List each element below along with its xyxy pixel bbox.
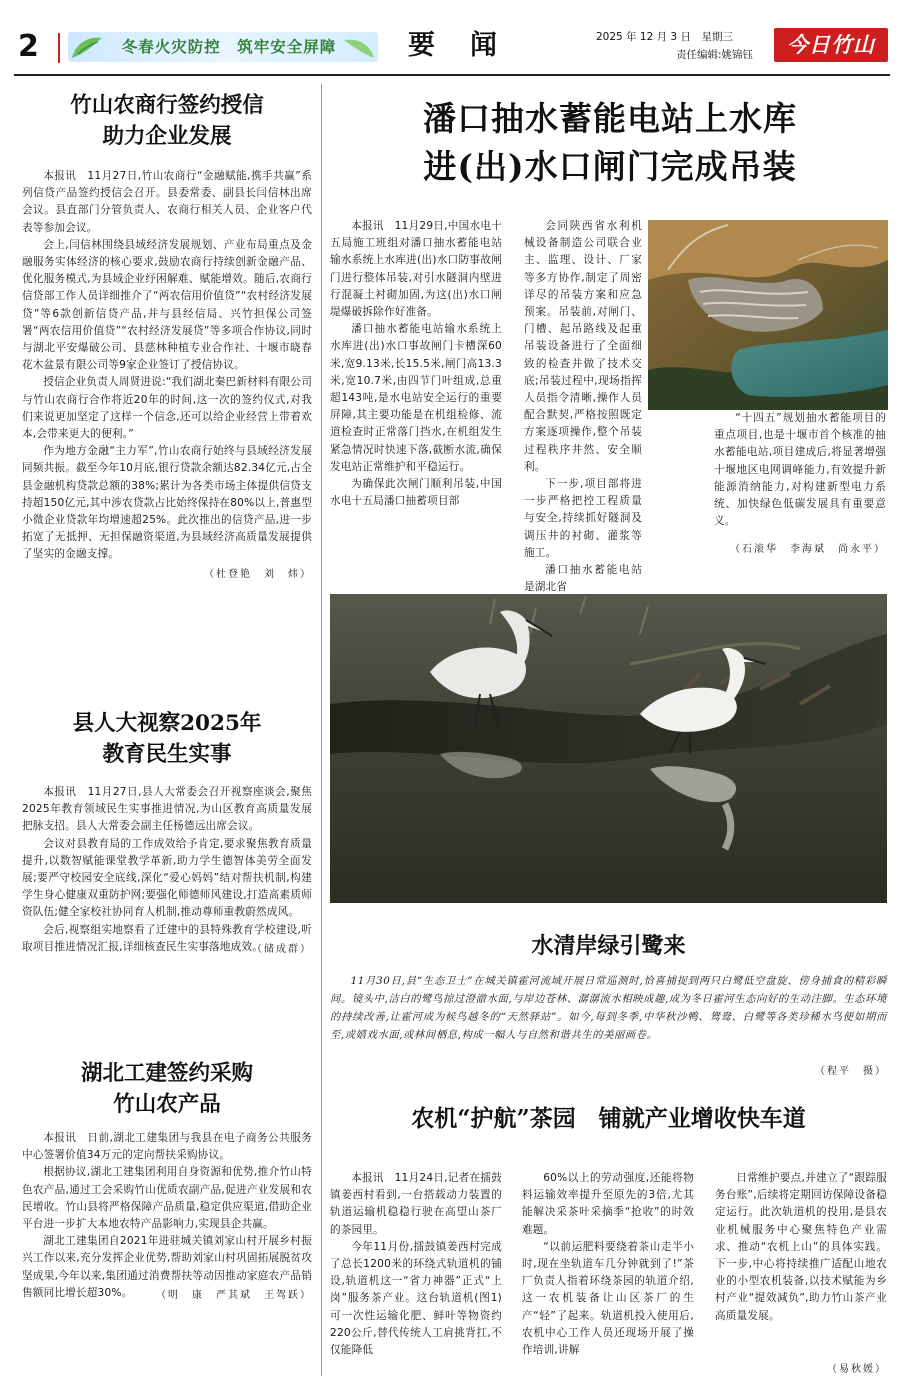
byline: （杜登艳 刘 炜）	[204, 568, 312, 580]
paragraph: 根据协议,湖北工建集团利用自身资源和优势,推介竹山特色农产品,通过工会采购竹山优质农副产品,促进产业发展和农民增收。竹山县将严格保障产品质量,稳定供应渠道,借助企业平台进一步扩大本地农特产品影响力,实现县企共赢。	[22, 1166, 312, 1231]
photo-credit: （程平 摄）	[815, 1066, 887, 1077]
paragraph: 为确保此次闸门顺利吊装,中国水电十五局潘口抽蓄项目部	[330, 478, 502, 508]
paragraph: 本报讯 11月24日,记者在擂鼓镇姜西村看到,一台搭载动力装置的轨道运输机稳稳行驶在高望山茶厂的茶园里。	[330, 1172, 502, 1236]
paragraph: 会议对县教育局的工作成效给予肯定,要求聚焦教育质量提升,以数智赋能课堂教学革新,助力学生德智体美劳全面发展;要严守校园安全底线,深化“爱心妈妈”结对帮扶机制,构建学生身心健康双重防护网;要强化师德师风建设,打造高素质师资队伍;健全家校社协同育人机制,推动尊师重教蔚然成风。	[22, 837, 312, 919]
slogan-text: 冬春火灾防控 筑牢安全屏障	[121, 37, 337, 56]
masthead-rule	[14, 74, 890, 76]
lead-column-2	[524, 218, 642, 596]
article-npc-inspection	[22, 708, 312, 955]
column-divider	[321, 84, 322, 1376]
headline-line-2: 教育民生实事	[102, 742, 232, 767]
slogan-banner	[68, 32, 378, 62]
headline-line-1: 湖北工建签约采购	[80, 1061, 253, 1086]
page-number-divider	[58, 33, 60, 63]
paragraph: 作为地方金融“主力军”,竹山农商行始终与县域经济发展同频共振。截至今年10月底,银行贷款余额达82.34亿元,占全县金融机构贷款总额的38%;累计为各类市场主体提供信贷支持超150亿元,其中涉农贷款占比始终保持在80%以上,普惠型小微企业贷款年均增速超25%。此次推出的信贷产品,进一步拓宽了无抵押、无担保融资渠道,为县域经济高质量发展提供了坚实的金融支撑。	[22, 445, 312, 561]
page-number: 2	[18, 29, 39, 64]
paragraph: 日常维护要点,并建立了“跟踪服务台账”,后续将定期回访保障设备稳定运行。此次轨道机的投用,是县农业机械服务中心聚焦特色产业需求、推动“农机上山”的具体实践。下一步,中心将持续推广适配山地农业的小型农机装备,以技术赋能为乡村产业“提效减负”,助力竹山茶产业高质量发展。	[715, 1172, 887, 1322]
paragraph: 本报讯 11月29日,中国水电十五局施工班组对潘口抽水蓄能电站输水系统上水库进(出)水口防事故闸门进行整体吊装,对引水隧洞内壁进行混凝土衬砌加固,为这(出)水口闸堤爆破拆除作好准备。	[330, 220, 502, 319]
headline-line-1: 竹山农商行签约授信	[70, 93, 264, 118]
photo-story-headline: 水清岸绿引鹭来	[531, 933, 686, 959]
headline-line-2: 竹山农产品	[113, 1092, 221, 1117]
date-line: 2025 年 12 月 3 日 星期三	[596, 31, 733, 43]
egret-photo	[330, 594, 887, 903]
paragraph: 会同陕西省水利机械设备制造公司联合业主、监理、设计、厂家等多方协作,制定了周密详尽的吊装方案和应急预案。吊装前,对闸门、门槽、起吊路线及起重吊装设备进行了全面细致的检查并做了技术交底;吊装过程中,现场指挥人员指令清晰,操作人员配合默契,严格按照既定方案逐项操作,整个吊装过程秩序井然、安全顺利。	[524, 220, 642, 473]
editor-line: 责任编辑:姚锦钰	[676, 49, 754, 61]
paragraph: 下一步,项目部将进一步严格把控工程质量与安全,持续抓好隧洞及调压井的衬砌、灌浆等施工。	[524, 478, 642, 559]
paragraph: 潘口抽水蓄能电站输水系统上水库进(出)水口事故闸门卡槽深60米,宽9.13米,长15.5米,闸门高13.3米,宽10.7米,由四节门叶组成,总重超143吨,是水电站安全运行的重要屏障,其主要功能是在机组检修、流道检查时正常落门挡水,在机组发生紧急情况时快速下落,截断水流,确保发电站正常维护和平稳运行。	[330, 323, 502, 473]
lead-headline-line-1: 潘口抽水蓄能电站上水库	[423, 99, 797, 138]
lead-headline	[330, 95, 890, 191]
article-bank-loan	[22, 90, 312, 580]
headline	[22, 708, 312, 770]
paragraph: 本报讯 日前,湖北工建集团与我县在电子商务公共服务中心签署价值34万元的定向帮扶采购协议。	[22, 1132, 312, 1162]
farm-byline: （易秋媛）	[827, 1364, 887, 1375]
farm-column-2	[522, 1170, 694, 1359]
paragraph: 授信企业负责人周贤进说:“我们湖北秦巴新材料有限公司与竹山农商行合作将近20年的时间,这一次的签约仪式,对我们来说更加坚定了这样一个信念,还可以给企业经营上带着欢本,会带来更大的便利。”	[22, 376, 312, 441]
masthead	[14, 27, 890, 72]
article-body	[22, 1130, 312, 1302]
paragraph: 今年11月份,擂鼓镇姜西村完成了总长1200米的环绕式轨道机的铺设,轨道机这一“省力神器”正式“上岗”服务茶产业。这台轨道机(图1)可一次性运输化肥、鲜叶等物资约220公斤,替代传统人工肩挑背扛,不仅能降低	[330, 1240, 502, 1357]
byline: （储成群）	[252, 944, 312, 956]
article-body	[22, 168, 312, 564]
egret-photo-image	[330, 594, 887, 903]
lead-column-1	[330, 218, 502, 510]
headline-line-1: 县人大视察2025年	[72, 711, 262, 736]
paragraph: “十四五”规划抽水蓄能项目的重点项目,也是十堰市首个核准的抽水蓄能电站,项目建成后,将显著增强十堰地区电网调峰能力,有效提升新能源消纳能力,对构建新型电力系统、加快绿色低碳发展具有重要意义。	[714, 412, 886, 528]
paragraph: 本报讯 11月27日,竹山农商行“金融赋能,携手共赢”系列信贷产品签约授信会召开。县委常委、副县长闫信林出席会议。县直部门分管负责人、农商行相关人员、企业客户代表等参加会议。	[22, 170, 312, 234]
headline	[22, 90, 312, 152]
paragraph: “以前运肥料要绕着茶山走半小时,现在坐轨道车几分钟就到了!”茶厂负责人指着环绕茶园的轨道介绍,这一农机装备让山区茶厂的生产“轻”了起来。轨道机投入使用后,农机中心工作人员还现场开展了操作培训,讲解	[522, 1240, 694, 1357]
caption-text: 11月30日,县“生态卫士”在城关镇霍河流域开展日常巡测时,恰喜捕捉到两只白鹭低空盘旋、傍身捕食的精彩瞬间。镜头中,洁白的鹭鸟掠过澄澈水面,与岸边苍林、潺潺流水相映成趣,成为冬日霍河生态向好的生动注脚。生态环境的持续改善,让霍河成为候鸟越冬的“天然驿站”。如今,每到冬季,中华秋沙鸭、鸳鸯、白鹭等各类珍稀水鸟便如期而至,或嬉戏水面,或林间栖息,构成一幅人与自然和谐共生的美丽画卷。	[330, 975, 887, 1041]
lead-byline: （石滚华 李海斌 尚永平）	[730, 544, 886, 555]
section-title: 要 闻	[408, 30, 501, 61]
paragraph: 60%以上的劳动强度,还能将物料运输效率提升至原先的3倍,尤其能解决采茶叶采摘季“抢收”的时效难题。	[522, 1172, 694, 1236]
logo-text: 今日竹山	[787, 32, 875, 57]
paragraph: 会后,视察组实地察看了迁建中的县特殊教育学校建设,听取项目推进情况汇报,详细核查民生实事落地成效。	[22, 923, 312, 953]
article-procurement	[22, 1058, 312, 1301]
paragraph: 潘口抽水蓄能电站是湖北省	[524, 564, 642, 594]
byline: （明 康 严其斌 王驾跃）	[156, 1290, 312, 1302]
paragraph: 本报讯 11月27日,县人大常委会召开视察座谈会,聚焦2025年教育领域民生实事推进情况,为山区教育高质量发展把脉支招。县人大常委会副主任杨德远出席会议。	[22, 786, 312, 833]
paragraph: 湖北工建集团自2021年进驻城关镇刘家山村开展乡村振兴工作以来,充分发挥企业优势,帮助刘家山村巩固拓展脱贫攻坚成果,今年以来,集团通过消费帮扶等动因推动家庭农产品销售额同比增长超30%。	[22, 1235, 312, 1299]
reservoir-photo	[648, 220, 888, 410]
headline-line-2: 助力企业发展	[102, 124, 232, 149]
lead-column-3	[714, 410, 886, 530]
article-body	[22, 784, 312, 956]
reservoir-photo-image	[648, 220, 888, 410]
lead-headline-line-2: 进(出)水口闸门完成吊装	[423, 147, 797, 186]
farm-column-3	[715, 1170, 887, 1325]
paragraph: 会上,闫信林围绕县域经济发展规划、产业布局重点及金融服务实体经济的核心要求,鼓励农商行持续创新金融产品、优化服务模式,为县域企业纾困解难、赋能增效。随后,农商行信贷部工作人员详细推介了“两农信用价值贷”“农村经济发展贷”等6款创新信贷产品,并与县经信局、兴竹担保公司签署“两农信用价值贷”“农村经济发展贷”等多项合作协议,同时与湖北平安爆破公司、县慈林种植专业合作社、十堰市晓春花木盆景有限公司等9家企业签订了授信协议。	[22, 238, 312, 372]
farm-machinery-headline: 农机“护航”茶园 铺就产业增收快车道	[411, 1105, 806, 1132]
farm-column-1	[330, 1170, 502, 1359]
photo-story-caption	[330, 972, 887, 1044]
newspaper-logo	[774, 28, 888, 62]
headline	[22, 1058, 312, 1120]
